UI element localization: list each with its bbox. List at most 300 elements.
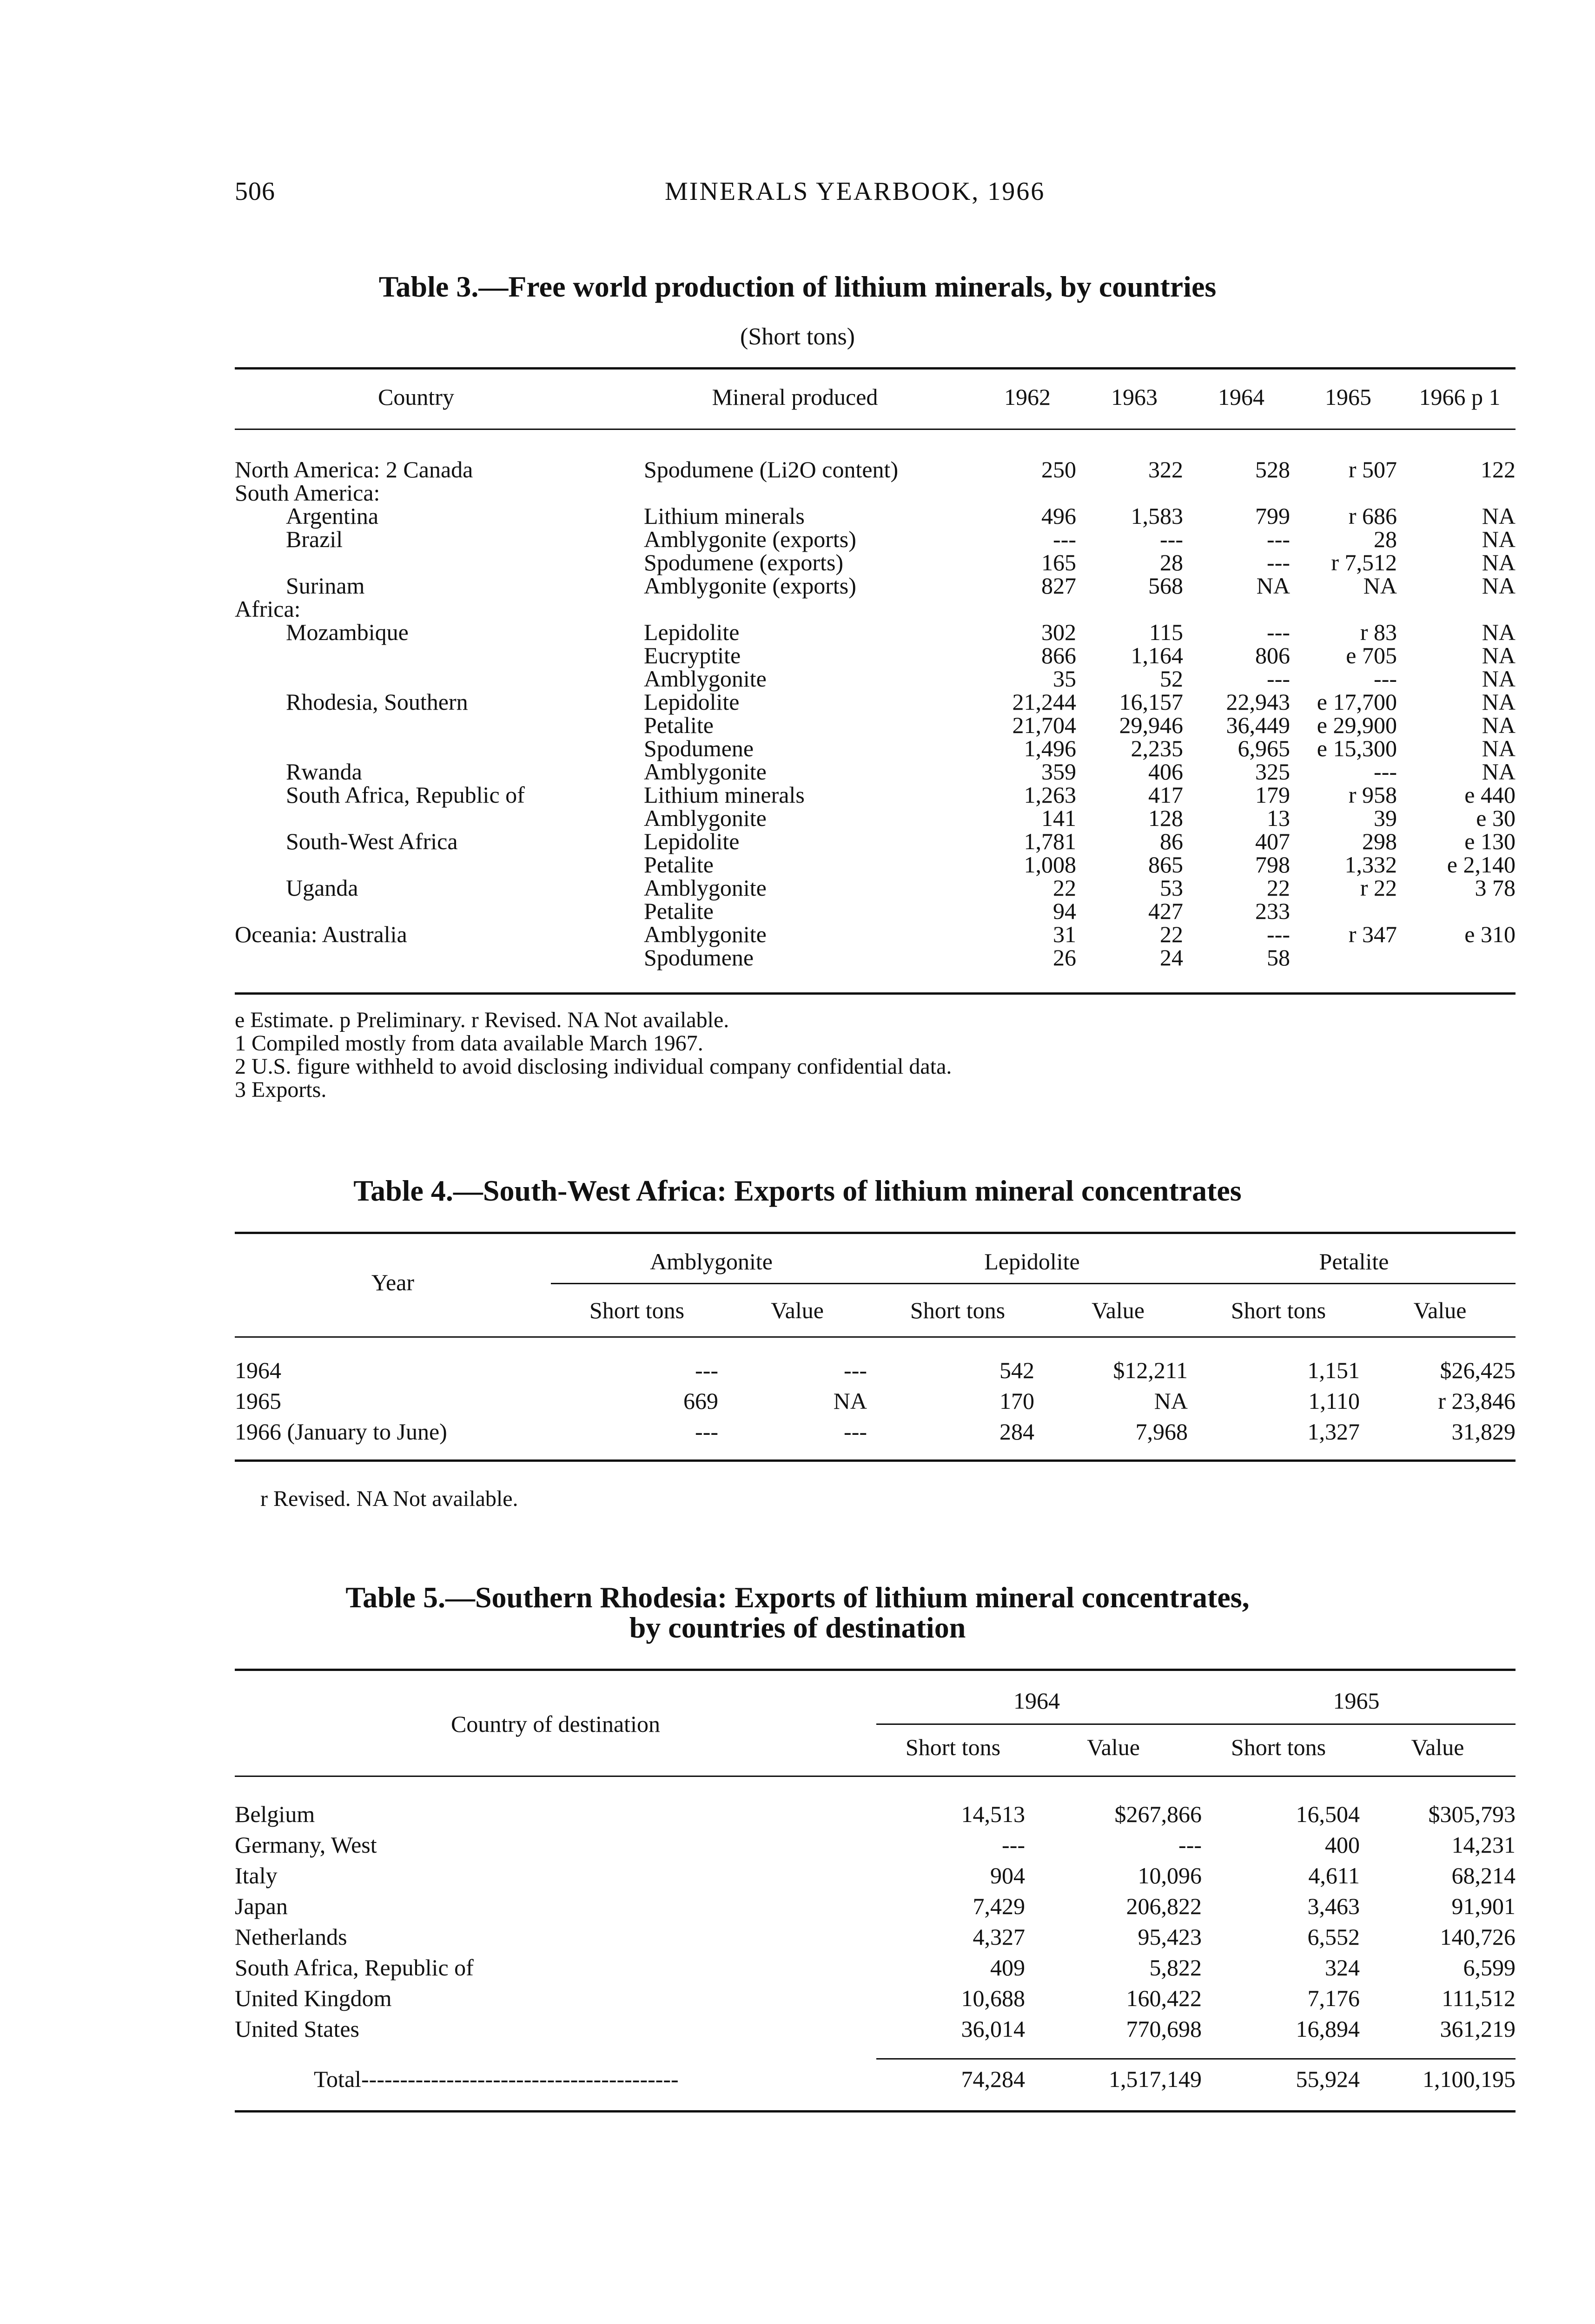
- cell: 669: [683, 1388, 718, 1414]
- cell: ---: [844, 1357, 867, 1383]
- value-cell: 95,423: [1138, 1924, 1202, 1950]
- table-row: [235, 1952, 1516, 1983]
- value-cell: 36,014: [961, 2016, 1025, 2042]
- value-cell: 2,235: [1131, 735, 1183, 761]
- value-cell: 29,946: [1119, 712, 1183, 738]
- country-cell: Brazil: [286, 526, 343, 552]
- value-cell: e 310: [1464, 921, 1516, 947]
- page-number: 506: [235, 177, 275, 206]
- value-cell: 799: [1255, 503, 1290, 529]
- value-cell: 115: [1149, 619, 1183, 645]
- value-cell: 111,512: [1442, 1985, 1516, 2011]
- table-row: [235, 481, 1516, 504]
- value-cell: $305,793: [1428, 1801, 1516, 1827]
- country-cell: [235, 946, 616, 969]
- table-row: [235, 551, 1516, 574]
- table-row: [235, 597, 1516, 621]
- cell: 284: [999, 1419, 1034, 1445]
- table-row: [235, 830, 1516, 853]
- value-cell: 1,781: [1024, 828, 1076, 854]
- mineral-cell: Amblygonite: [644, 875, 767, 901]
- value-cell: r 347: [1348, 921, 1397, 947]
- value-cell: [1183, 481, 1290, 504]
- cell: 1,100,195: [1423, 2066, 1516, 2092]
- table5-total-rule: [876, 2058, 1516, 2060]
- table3-header-1966: 1966 p 1: [1419, 384, 1501, 410]
- cell: ---: [695, 1419, 718, 1445]
- value-cell: ---: [1160, 526, 1183, 552]
- country-cell: [235, 644, 616, 667]
- mineral-cell: Eucryptite: [644, 642, 741, 668]
- value-cell: 6,965: [1238, 735, 1290, 761]
- value-cell: 568: [1148, 573, 1183, 599]
- value-cell: [1290, 946, 1397, 969]
- table5-header-1964: 1964: [1013, 1688, 1060, 1714]
- value-cell: 21,704: [1012, 712, 1076, 738]
- cell: $26,425: [1440, 1357, 1516, 1383]
- value-cell: e 15,300: [1317, 735, 1397, 761]
- table5-header-rule: [235, 1776, 1516, 1777]
- value-cell: 22,943: [1226, 689, 1290, 715]
- table3-header-rule: [235, 429, 1516, 430]
- country-cell: [235, 899, 616, 923]
- value-cell: ---: [1002, 1832, 1025, 1858]
- table3-title: Table 3.—Free world production of lithium minerals, by countries: [378, 270, 1217, 303]
- table-row: [235, 899, 1516, 923]
- country-cell: [235, 806, 616, 830]
- country-cell: Uganda: [286, 875, 358, 901]
- mineral-cell: Spodumene: [644, 735, 754, 761]
- value-cell: 417: [1148, 782, 1183, 808]
- table-row: [235, 1386, 1516, 1416]
- table5-title-line1: Table 5.—Southern Rhodesia: Exports of lithium mineral concentrates,: [345, 1581, 1250, 1614]
- value-cell: e 17,700: [1317, 689, 1397, 715]
- value-cell: 22: [1267, 875, 1290, 901]
- table-row: [235, 1983, 1516, 2014]
- value-cell: [969, 597, 1076, 621]
- mineral-cell: Petalite: [644, 712, 714, 738]
- value-cell: 409: [990, 1954, 1025, 1981]
- value-cell: 7,429: [973, 1893, 1025, 1919]
- value-cell: 16,894: [1296, 2016, 1360, 2042]
- country-cell: Rhodesia, Southern: [286, 689, 468, 715]
- value-cell: 806: [1255, 642, 1290, 668]
- value-cell: NA: [1482, 642, 1516, 668]
- value-cell: 359: [1041, 759, 1076, 785]
- mineral-cell: [616, 597, 969, 621]
- value-cell: [1397, 481, 1516, 504]
- value-cell: 16,504: [1296, 1801, 1360, 1827]
- table4-group-rule: [551, 1283, 1516, 1284]
- table-row: [235, 621, 1516, 644]
- table5-top-rule: [235, 1669, 1516, 1671]
- value-cell: NA: [1482, 689, 1516, 715]
- table4-top-rule: [235, 1232, 1516, 1234]
- table5-sub-1965-tons: Short tons: [1231, 1734, 1326, 1760]
- cell: 1,517,149: [1109, 2066, 1202, 2092]
- table4-header-amblygonite: Amblygonite: [650, 1248, 773, 1274]
- mineral-cell: Amblygonite: [644, 759, 767, 785]
- country-cell: [235, 713, 616, 737]
- country-cell: United Kingdom: [235, 1985, 392, 2011]
- value-cell: [1290, 481, 1397, 504]
- value-cell: 26: [1053, 944, 1076, 971]
- cell: ---: [844, 1419, 867, 1445]
- value-cell: [1290, 899, 1397, 923]
- table-row: [235, 667, 1516, 690]
- country-cell: South America:: [235, 480, 380, 506]
- value-cell: 1,164: [1131, 642, 1183, 668]
- table-row: [235, 1799, 1516, 1829]
- value-cell: [1076, 597, 1183, 621]
- value-cell: NA: [1482, 549, 1516, 575]
- value-cell: 528: [1255, 456, 1290, 482]
- total-label: [235, 2064, 876, 2094]
- value-cell: 866: [1041, 642, 1076, 668]
- value-cell: 7,176: [1307, 1985, 1360, 2011]
- value-cell: 1,263: [1024, 782, 1076, 808]
- value-cell: 6,599: [1463, 1954, 1516, 1981]
- value-cell: r 507: [1348, 456, 1397, 482]
- mineral-cell: [616, 481, 969, 504]
- value-cell: 302: [1041, 619, 1076, 645]
- value-cell: 3 78: [1475, 875, 1516, 901]
- value-cell: 160,422: [1126, 1985, 1202, 2011]
- country-cell: Japan: [235, 1893, 288, 1919]
- table3-subtitle: (Short tons): [740, 324, 855, 350]
- value-cell: 13: [1267, 805, 1290, 831]
- value-cell: 10,096: [1138, 1862, 1202, 1888]
- value-cell: r 686: [1348, 503, 1397, 529]
- value-cell: 496: [1041, 503, 1076, 529]
- value-cell: ---: [1053, 526, 1076, 552]
- value-cell: 122: [1481, 456, 1516, 482]
- value-cell: 128: [1148, 805, 1183, 831]
- value-cell: r 7,512: [1331, 549, 1397, 575]
- value-cell: NA: [1482, 666, 1516, 692]
- table-row: [235, 690, 1516, 713]
- cell: NA: [833, 1388, 867, 1414]
- value-cell: 1,583: [1131, 503, 1183, 529]
- mineral-cell: Amblygonite (exports): [644, 526, 856, 552]
- value-cell: 21,244: [1012, 689, 1076, 715]
- mineral-cell: Lepidolite: [644, 619, 740, 645]
- value-cell: 233: [1255, 898, 1290, 924]
- table5-header-1965: 1965: [1333, 1688, 1380, 1714]
- table3-footnote-4: 3 Exports.: [235, 1077, 327, 1102]
- country-cell: Argentina: [286, 503, 379, 529]
- table3: [235, 458, 1516, 969]
- value-cell: 141: [1041, 805, 1076, 831]
- table-row: [235, 458, 1516, 481]
- value-cell: $267,866: [1114, 1801, 1202, 1827]
- mineral-cell: Petalite: [644, 852, 714, 878]
- value-cell: NA: [1482, 735, 1516, 761]
- value-cell: 165: [1041, 549, 1076, 575]
- country-cell: [235, 667, 616, 690]
- value-cell: 4,611: [1308, 1862, 1360, 1888]
- value-cell: 298: [1362, 828, 1397, 854]
- cell: 1,327: [1307, 1419, 1360, 1445]
- country-cell: South Africa, Republic of: [235, 1954, 474, 1981]
- value-cell: 1,008: [1024, 852, 1076, 878]
- value-cell: 5,822: [1149, 1954, 1202, 1981]
- value-cell: 361,219: [1440, 2016, 1516, 2042]
- mineral-cell: Lepidolite: [644, 828, 740, 854]
- table-total-row: [235, 2064, 1516, 2094]
- value-cell: NA: [1482, 526, 1516, 552]
- table3-top-rule: [235, 367, 1516, 370]
- value-cell: 140,726: [1440, 1924, 1516, 1950]
- table-row: [235, 713, 1516, 737]
- value-cell: e 130: [1464, 828, 1516, 854]
- table5-year-rule: [876, 1723, 1516, 1725]
- cell: 31,829: [1451, 1419, 1516, 1445]
- value-cell: [1397, 597, 1516, 621]
- table4-sub-pet-value: Value: [1413, 1297, 1467, 1323]
- value-cell: 28: [1160, 549, 1183, 575]
- table-row: [235, 946, 1516, 969]
- value-cell: [1076, 481, 1183, 504]
- country-cell: [235, 853, 616, 876]
- mineral-cell: Amblygonite: [644, 921, 767, 947]
- table4-bottom-rule: [235, 1459, 1516, 1462]
- value-cell: 31: [1053, 921, 1076, 947]
- cell: 1,151: [1307, 1357, 1360, 1383]
- table-row: [235, 1891, 1516, 1921]
- cell: 542: [999, 1357, 1034, 1383]
- mineral-cell: Spodumene (exports): [644, 549, 844, 575]
- value-cell: 400: [1325, 1832, 1360, 1858]
- mineral-cell: Amblygonite: [644, 666, 767, 692]
- value-cell: 14,231: [1451, 1832, 1516, 1858]
- country-cell: Surinam: [286, 573, 365, 599]
- cell: NA: [1154, 1388, 1188, 1414]
- cell: $12,211: [1113, 1357, 1188, 1383]
- country-cell: [235, 551, 616, 574]
- table4-header-year: Year: [371, 1269, 415, 1295]
- country-cell: Oceania: Australia: [235, 921, 407, 947]
- value-cell: ---: [1178, 1832, 1202, 1858]
- value-cell: NA: [1482, 759, 1516, 785]
- country-cell: United States: [235, 2016, 360, 2042]
- mineral-cell: Amblygonite (exports): [644, 573, 856, 599]
- mineral-cell: Lithium minerals: [644, 503, 805, 529]
- value-cell: 39: [1374, 805, 1397, 831]
- table5-bottom-rule: [235, 2110, 1516, 2113]
- value-cell: r 958: [1348, 782, 1397, 808]
- value-cell: 58: [1267, 944, 1290, 971]
- table-row: [235, 876, 1516, 899]
- value-cell: NA: [1482, 503, 1516, 529]
- value-cell: 94: [1053, 898, 1076, 924]
- table3-header-1965: 1965: [1325, 384, 1371, 410]
- value-cell: 798: [1255, 852, 1290, 878]
- table4-sub-pet-tons: Short tons: [1231, 1297, 1326, 1323]
- country-cell: Germany, West: [235, 1832, 377, 1858]
- cell: ---: [695, 1357, 718, 1383]
- value-cell: 827: [1041, 573, 1076, 599]
- value-cell: [1397, 899, 1516, 923]
- value-cell: e 705: [1346, 642, 1397, 668]
- table-row: [235, 783, 1516, 806]
- value-cell: [969, 481, 1076, 504]
- country-cell: Italy: [235, 1862, 278, 1888]
- running-title: MINERALS YEARBOOK, 1966: [665, 177, 1046, 206]
- table4-header-lepidolite: Lepidolite: [984, 1248, 1080, 1274]
- value-cell: 86: [1160, 828, 1183, 854]
- table4-sub-lep-value: Value: [1092, 1297, 1145, 1323]
- value-cell: e 30: [1476, 805, 1516, 831]
- table3-header-1962: 1962: [1004, 384, 1051, 410]
- table4-header-rule: [235, 1336, 1516, 1338]
- value-cell: 904: [990, 1862, 1025, 1888]
- value-cell: 16,157: [1119, 689, 1183, 715]
- table5-sub-1965-value: Value: [1411, 1734, 1464, 1760]
- value-cell: ---: [1267, 666, 1290, 692]
- value-cell: 1,496: [1024, 735, 1076, 761]
- value-cell: 770,698: [1126, 2016, 1202, 2042]
- table5-sub-1964-value: Value: [1087, 1734, 1140, 1760]
- table4: [235, 1355, 1516, 1447]
- value-cell: NA: [1482, 619, 1516, 645]
- country-cell: South-West Africa: [286, 828, 458, 854]
- mineral-cell: Spodumene (Li2O content): [644, 456, 899, 482]
- table5-title-line2: by countries of destination: [629, 1611, 966, 1644]
- table4-footnote: r Revised. NA Not available.: [260, 1486, 518, 1511]
- mineral-cell: Petalite: [644, 898, 714, 924]
- total-label-text: Total: [314, 2066, 362, 2092]
- country-cell: South Africa, Republic of: [286, 782, 525, 808]
- value-cell: ---: [1374, 666, 1397, 692]
- table-row: [235, 853, 1516, 876]
- value-cell: 68,214: [1451, 1862, 1516, 1888]
- country-cell: North America: 2 Canada: [235, 456, 473, 482]
- table-row: [235, 923, 1516, 946]
- table5: [235, 1799, 1516, 2044]
- table-row: [235, 504, 1516, 528]
- value-cell: 36,449: [1226, 712, 1290, 738]
- cell: 55,924: [1296, 2066, 1360, 2092]
- mineral-cell: Amblygonite: [644, 805, 767, 831]
- cell: r 23,846: [1438, 1388, 1516, 1414]
- value-cell: 22: [1160, 921, 1183, 947]
- table-row: [235, 737, 1516, 760]
- table5-header-country: Country of destination: [451, 1711, 660, 1737]
- mineral-cell: Lithium minerals: [644, 782, 805, 808]
- value-cell: 865: [1148, 852, 1183, 878]
- value-cell: e 2,140: [1447, 852, 1516, 878]
- value-cell: r 22: [1360, 875, 1397, 901]
- value-cell: ---: [1267, 619, 1290, 645]
- value-cell: ---: [1267, 526, 1290, 552]
- leader-dots: -----------------------------------------: [361, 2066, 679, 2092]
- value-cell: 35: [1053, 666, 1076, 692]
- value-cell: 6,552: [1307, 1924, 1360, 1950]
- table-row: [235, 528, 1516, 551]
- mineral-cell: Lepidolite: [644, 689, 740, 715]
- country-cell: Belgium: [235, 1801, 315, 1827]
- cell: 1,110: [1308, 1388, 1360, 1414]
- value-cell: [1290, 597, 1397, 621]
- value-cell: ---: [1267, 921, 1290, 947]
- cell: 170: [999, 1388, 1034, 1414]
- value-cell: r 83: [1360, 619, 1397, 645]
- value-cell: 407: [1255, 828, 1290, 854]
- value-cell: 14,513: [961, 1801, 1025, 1827]
- country-cell: Mozambique: [286, 619, 409, 645]
- table5-total: [235, 2064, 1516, 2094]
- table4-title: Table 4.—South-West Africa: Exports of lithium mineral concentrates: [353, 1174, 1242, 1207]
- table3-header-mineral: Mineral produced: [712, 384, 878, 410]
- year-cell: 1965: [235, 1388, 281, 1414]
- value-cell: 206,822: [1126, 1893, 1202, 1919]
- value-cell: 91,901: [1451, 1893, 1516, 1919]
- value-cell: NA: [1256, 573, 1290, 599]
- year-cell: 1964: [235, 1357, 281, 1383]
- table4-header-petalite: Petalite: [1319, 1248, 1389, 1274]
- value-cell: 322: [1148, 456, 1183, 482]
- table-row: [235, 2014, 1516, 2044]
- table3-header-1964: 1964: [1218, 384, 1264, 410]
- value-cell: e 440: [1464, 782, 1516, 808]
- value-cell: 406: [1148, 759, 1183, 785]
- year-cell: 1966 (January to June): [235, 1419, 447, 1445]
- table-row: [235, 1416, 1516, 1447]
- value-cell: 10,688: [961, 1985, 1025, 2011]
- country-cell: Rwanda: [286, 759, 362, 785]
- value-cell: ---: [1374, 759, 1397, 785]
- table-row: [235, 806, 1516, 830]
- value-cell: 179: [1255, 782, 1290, 808]
- table-row: [235, 1355, 1516, 1386]
- value-cell: 3,463: [1307, 1893, 1360, 1919]
- value-cell: e 29,900: [1317, 712, 1397, 738]
- table3-header-country: Country: [378, 384, 454, 410]
- value-cell: ---: [1267, 549, 1290, 575]
- value-cell: 250: [1041, 456, 1076, 482]
- table5-sub-1964-tons: Short tons: [905, 1734, 1001, 1760]
- table3-header-1963: 1963: [1111, 384, 1158, 410]
- value-cell: 427: [1148, 898, 1183, 924]
- value-cell: NA: [1482, 712, 1516, 738]
- country-cell: Africa:: [235, 596, 301, 622]
- table-row: [235, 644, 1516, 667]
- cell: 7,968: [1135, 1419, 1188, 1445]
- table3-footnote-1: e Estimate. p Preliminary. r Revised. NA Not available.: [235, 1008, 729, 1032]
- table4-sub-amb-value: Value: [771, 1297, 824, 1323]
- value-cell: NA: [1482, 573, 1516, 599]
- value-cell: 53: [1160, 875, 1183, 901]
- table4-sub-lep-tons: Short tons: [910, 1297, 1006, 1323]
- table-row: [235, 1860, 1516, 1891]
- table4-sub-amb-tons: Short tons: [589, 1297, 685, 1323]
- value-cell: 4,327: [973, 1924, 1025, 1950]
- table-row: [235, 574, 1516, 597]
- table3-footnote-2: 1 Compiled mostly from data available March 1967.: [235, 1031, 703, 1056]
- value-cell: [1183, 597, 1290, 621]
- table-row: [235, 760, 1516, 783]
- table3-footnote-3: 2 U.S. figure withheld to avoid disclosing individual company confidential data.: [235, 1054, 952, 1079]
- value-cell: 1,332: [1344, 852, 1397, 878]
- table3-bottom-rule: [235, 992, 1516, 995]
- value-cell: 52: [1160, 666, 1183, 692]
- value-cell: 24: [1160, 944, 1183, 971]
- value-cell: 325: [1255, 759, 1290, 785]
- mineral-cell: Spodumene: [644, 944, 754, 971]
- value-cell: 28: [1374, 526, 1397, 552]
- value-cell: 22: [1053, 875, 1076, 901]
